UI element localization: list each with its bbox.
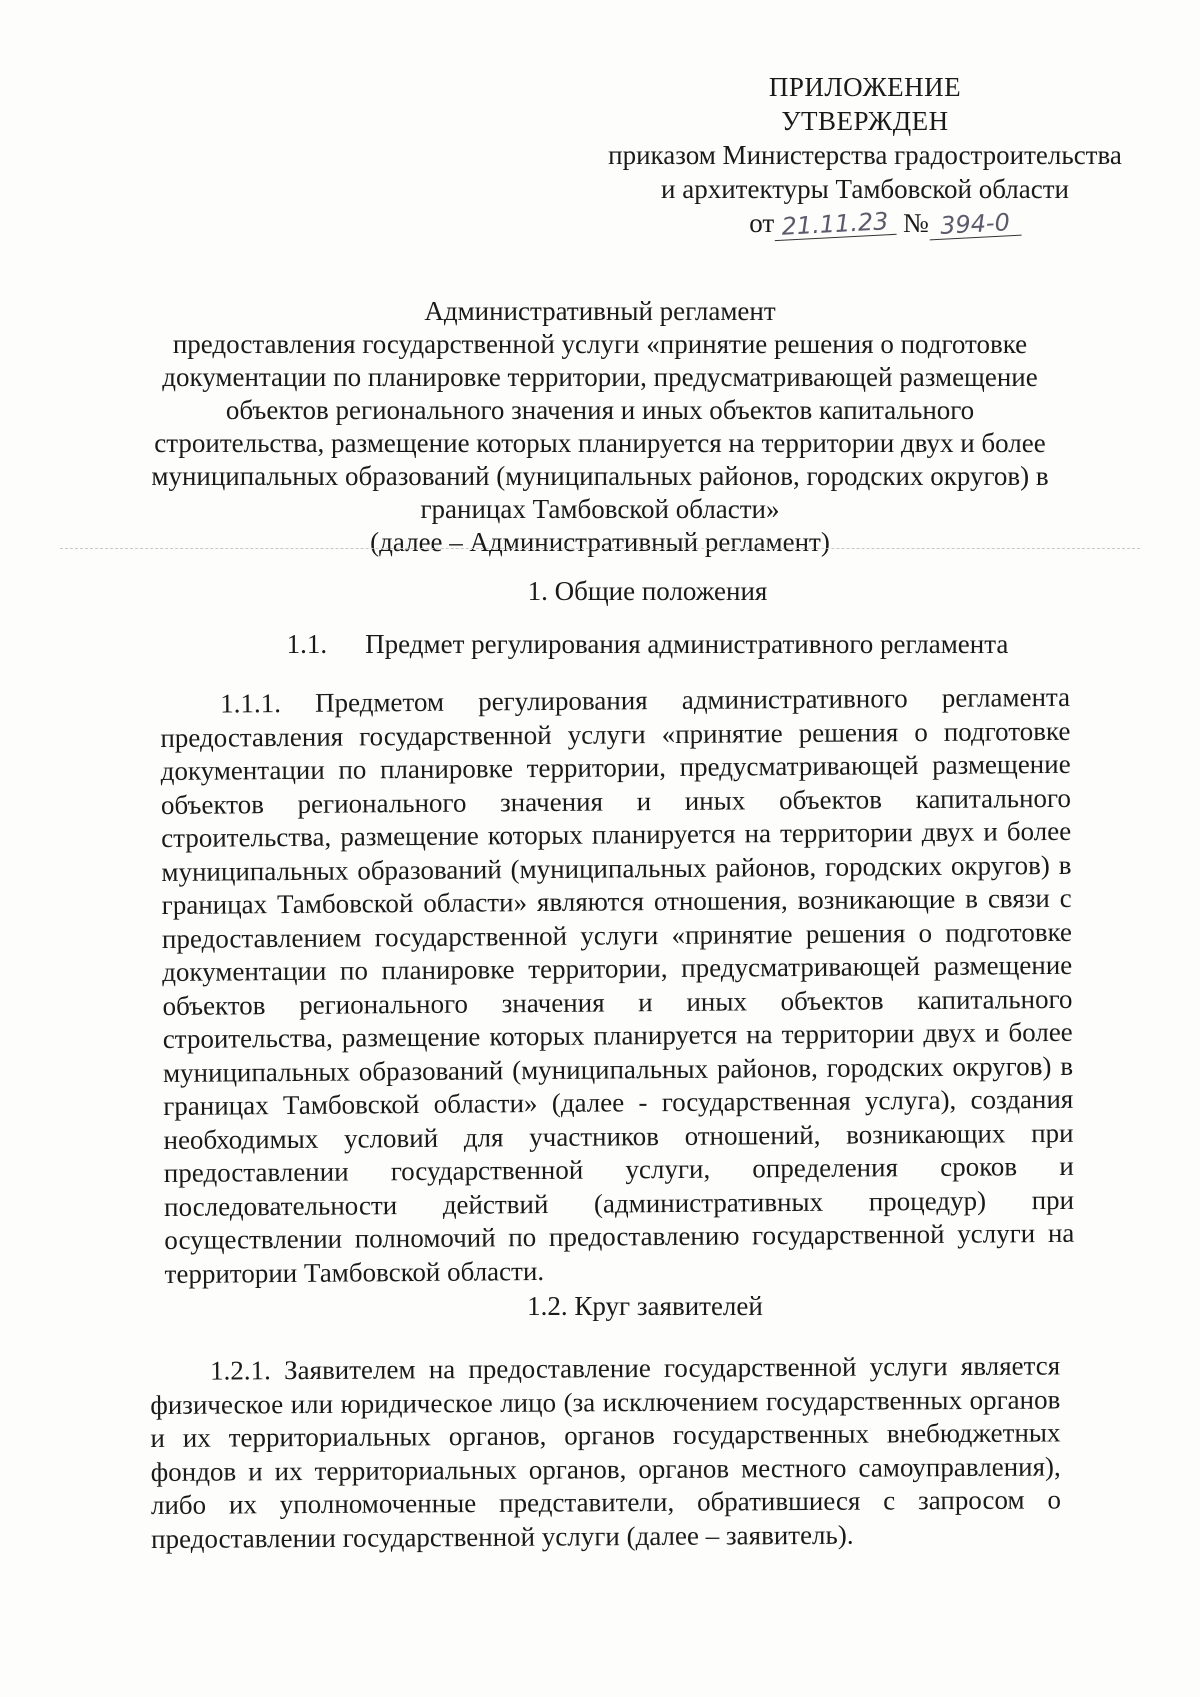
paragraph-1-2-1: 1.2.1. Заявителем на предоставление государственной услуги является физическое или юридическое лицо (за исключением государственных органов и их территориальных органов, органов государственных внебюджетных фондов и их территориальных органов, органов местного самоуправления), либо их уполномоченные представители, обратившиеся с запросом о предоставлении государственной услуги (далее – заявитель). <box>150 1350 1061 1554</box>
appendix-label: ПРИЛОЖЕНИЕ <box>768 72 962 102</box>
approval-block <box>560 70 1170 240</box>
subsection-heading-1-1 <box>0 628 1200 661</box>
from-label: от <box>749 208 775 238</box>
subsection-heading-1-2: 1.2. Круг заявителей <box>527 1291 763 1321</box>
subsection-title: Предмет регулирования административного регламента <box>365 629 1009 659</box>
order-date-number <box>560 206 1170 240</box>
order-line-1: приказом Министерства градостроительства <box>608 140 1122 170</box>
order-line-2: и архитектуры Тамбовской области <box>661 174 1069 204</box>
paragraph-1-1-1: 1.1.1. Предметом регулирования административного регламента предоставления государственной услуги «принятие решения о подготовке документации по планировке территории, предусматривающей размещение объектов регионального значения и иных объектов капитального строительства, размещение которых планируется на территории двух и более муниципальных образований (муниципальных районов, городских округов) в границах Тамбовской области» являются отношения, возникающие в связи с предоставлением государственной услуги «принятие решения о подготовке документации по планировке территории, предусматривающей размещение объектов регионального значения и иных объектов капитального строительства, размещение которых планируется на территории двух и более муниципальных образований (муниципальных районов, городских округов) в границах Тамбовской области» (далее - государственная услуга), создания необходимых условий для участников отношений, возникающих при предоставлении государственной услуги, определения сроков и последовательности действий (административных процедур) при осуществлении полномочий по предоставлению государственной услуги на территории Тамбовской области. <box>160 681 1075 1289</box>
handwritten-number: 394-0 <box>928 209 1021 241</box>
handwritten-date: 21.11.23 <box>774 208 897 241</box>
number-label: № <box>902 208 929 238</box>
subsection-number: 1.1. <box>286 629 328 659</box>
section-heading-1: 1. Общие положения <box>527 576 768 606</box>
approved-label: УТВЕРЖДЕН <box>781 106 949 136</box>
title-line: Административный регламент <box>424 296 776 326</box>
title-body: предоставления государственной услуги «принятие решения о подготовке документации по планировке территории, предусматривающей размещение объектов регионального значения и иных объектов капитального строительства, размещение которых планируется на территории двух и более муниципальных образований (муниципальных районов, городских округов) в границах Тамбовской области» <box>151 329 1049 524</box>
document-title <box>140 295 1060 559</box>
scan-artifact-line <box>60 548 1140 549</box>
title-note: (далее – Административный регламент) <box>370 527 830 557</box>
